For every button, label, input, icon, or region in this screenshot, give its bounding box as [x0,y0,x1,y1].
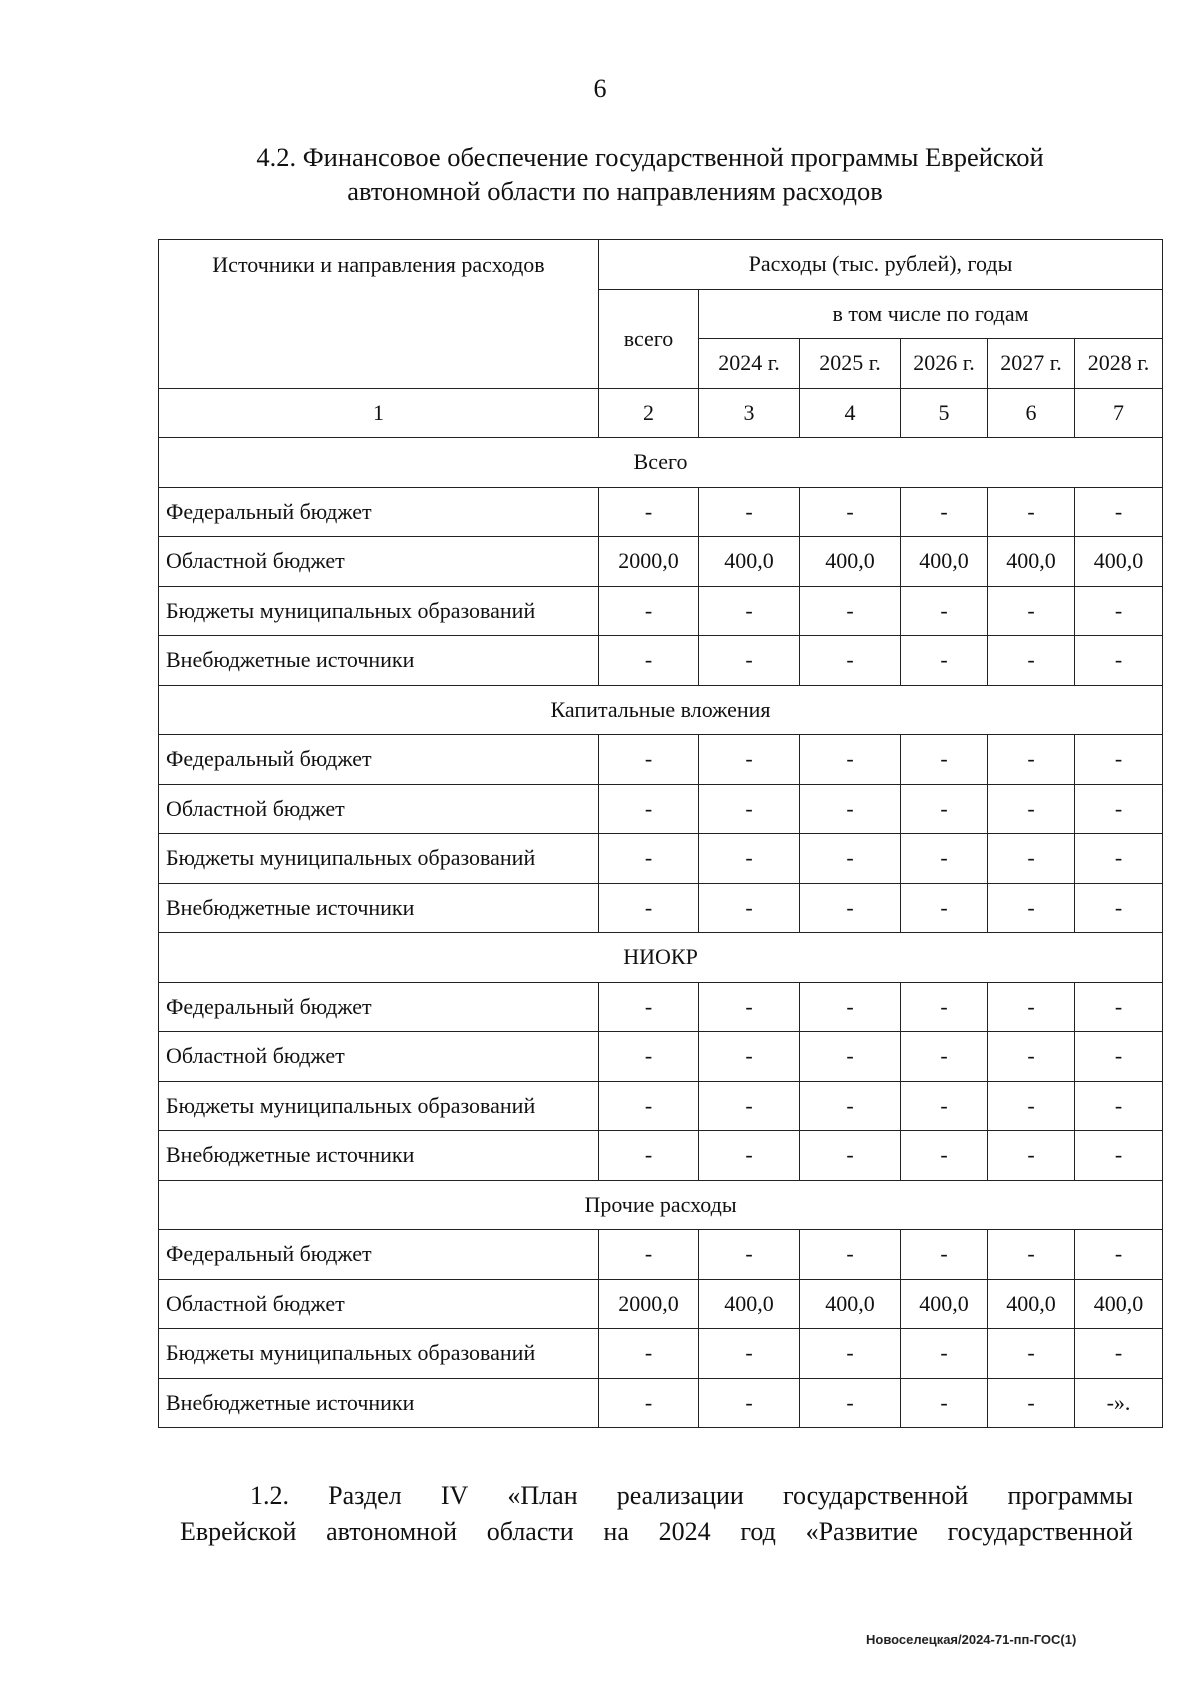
table-row [159,883,1163,933]
column-number: 4 [800,388,901,438]
table-row [159,1329,1163,1379]
value-cell: 400,0 [1075,537,1163,587]
value-cell: - [1075,1131,1163,1181]
value-cell: - [599,1230,699,1280]
section-title-cell: НИОКР [159,933,1163,983]
table-row [159,735,1163,785]
value-cell: - [901,487,988,537]
value-cell: - [988,1131,1075,1181]
value-cell: - [699,735,800,785]
header-sources: Источники и направления расходов [159,240,599,389]
value-cell: - [599,586,699,636]
value-cell: - [800,487,901,537]
table-row [159,1032,1163,1082]
section-title-cell: Капитальные вложения [159,685,1163,735]
value-cell: - [901,834,988,884]
value-cell: - [599,735,699,785]
value-cell: 400,0 [800,1279,901,1329]
column-number: 3 [699,388,800,438]
table-row [159,1279,1163,1329]
value-cell: - [699,586,800,636]
row-label: Федеральный бюджет [159,982,599,1032]
header-year: 2026 г. [901,339,988,389]
paragraph [180,1478,1133,1550]
row-label: Бюджеты муниципальных образований [159,834,599,884]
value-cell: - [599,883,699,933]
value-cell: - [901,1378,988,1428]
value-cell: - [988,735,1075,785]
section-title-cell: Прочие расходы [159,1180,1163,1230]
value-cell: 400,0 [988,537,1075,587]
row-label: Федеральный бюджет [159,1230,599,1280]
value-cell: - [699,1230,800,1280]
value-cell: 400,0 [1075,1279,1163,1329]
value-cell: - [800,586,901,636]
value-cell: - [901,735,988,785]
section-title [0,140,1200,208]
value-cell: - [599,784,699,834]
paragraph-word: «Развитие [805,1517,918,1546]
value-cell: - [800,982,901,1032]
value-cell: - [699,1329,800,1379]
value-cell: - [800,784,901,834]
paragraph-word: реализации [616,1481,744,1510]
value-cell: - [1075,487,1163,537]
column-number: 6 [988,388,1075,438]
column-number: 5 [901,388,988,438]
row-label: Бюджеты муниципальных образований [159,1329,599,1379]
table-row [159,1378,1163,1428]
value-cell: - [988,1081,1075,1131]
paragraph-word: на [603,1517,629,1546]
financing-table [158,239,1163,1428]
value-cell: - [988,883,1075,933]
table-row [159,487,1163,537]
value-cell: - [699,487,800,537]
value-cell: - [699,1081,800,1131]
value-cell: - [988,1230,1075,1280]
value-cell: -». [1075,1378,1163,1428]
paragraph-word: государственной [782,1481,969,1510]
value-cell: 400,0 [699,1279,800,1329]
value-cell: - [988,1378,1075,1428]
column-number-row [159,388,1163,438]
value-cell: - [699,1032,800,1082]
row-label: Областной бюджет [159,1032,599,1082]
table-row [159,1081,1163,1131]
value-cell: - [599,1131,699,1181]
table-row [159,537,1163,587]
value-cell: - [800,1081,901,1131]
value-cell: - [901,1131,988,1181]
column-number: 1 [159,388,599,438]
value-cell: - [901,1081,988,1131]
value-cell: - [1075,586,1163,636]
row-label: Областной бюджет [159,1279,599,1329]
header-year: 2028 г. [1075,339,1163,389]
paragraph-word: IV [440,1481,469,1510]
table-row [159,834,1163,884]
value-cell: - [988,1032,1075,1082]
paragraph-word: «План [507,1481,578,1510]
header-row-1 [159,240,1163,290]
value-cell: - [988,784,1075,834]
value-cell: - [599,1378,699,1428]
value-cell: - [800,1329,901,1379]
value-cell: - [800,636,901,686]
value-cell: - [599,982,699,1032]
value-cell: - [901,784,988,834]
value-cell: - [988,834,1075,884]
value-cell: - [901,1032,988,1082]
section-title-line-2: автономной области по направлениям расходов [347,176,883,206]
paragraph-word: год [740,1517,776,1546]
row-label: Внебюджетные источники [159,636,599,686]
value-cell: - [1075,1329,1163,1379]
value-cell: - [599,834,699,884]
value-cell: 2000,0 [599,1279,699,1329]
value-cell: - [988,586,1075,636]
value-cell: - [599,636,699,686]
value-cell: - [599,487,699,537]
value-cell: - [988,982,1075,1032]
value-cell: - [901,586,988,636]
value-cell: - [800,735,901,785]
page-number: 6 [593,74,607,103]
value-cell: - [988,487,1075,537]
value-cell: - [1075,982,1163,1032]
value-cell: - [901,982,988,1032]
section-row [159,933,1163,983]
row-label: Внебюджетные источники [159,1131,599,1181]
header-expenses: Расходы (тыс. рублей), годы [599,240,1163,290]
row-label: Областной бюджет [159,537,599,587]
value-cell: - [1075,1230,1163,1280]
value-cell: 400,0 [699,537,800,587]
value-cell: - [699,784,800,834]
column-number: 2 [599,388,699,438]
value-cell: 400,0 [901,1279,988,1329]
paragraph-word: 2024 [658,1517,711,1546]
value-cell: - [1075,834,1163,884]
value-cell: - [699,982,800,1032]
value-cell: - [699,636,800,686]
value-cell: - [800,1378,901,1428]
paragraph-word: государственной [947,1517,1133,1546]
value-cell: - [1075,735,1163,785]
value-cell: 2000,0 [599,537,699,587]
value-cell: 400,0 [988,1279,1075,1329]
row-label: Внебюджетные источники [159,1378,599,1428]
section-row [159,438,1163,488]
value-cell: - [699,1131,800,1181]
value-cell: - [988,636,1075,686]
header-total: всего [599,289,699,388]
value-cell: - [1075,636,1163,686]
value-cell: - [1075,784,1163,834]
table-row [159,1230,1163,1280]
value-cell: - [800,834,901,884]
paragraph-word: Раздел [328,1481,402,1510]
value-cell: - [699,1378,800,1428]
row-label: Бюджеты муниципальных образований [159,586,599,636]
header-year: 2024 г. [699,339,800,389]
table-row [159,982,1163,1032]
row-label: Федеральный бюджет [159,487,599,537]
value-cell: 400,0 [901,537,988,587]
paragraph-line-2 [180,1514,1133,1550]
value-cell: - [599,1329,699,1379]
header-by-years: в том числе по годам [699,289,1163,339]
section-row [159,685,1163,735]
paragraph-word: автономной [326,1517,458,1546]
value-cell: - [800,1131,901,1181]
header-year: 2027 г. [988,339,1075,389]
value-cell: - [800,883,901,933]
column-number: 7 [1075,388,1163,438]
value-cell: - [800,1032,901,1082]
value-cell: - [901,883,988,933]
row-label: Областной бюджет [159,784,599,834]
table-row [159,636,1163,686]
value-cell: - [800,1230,901,1280]
value-cell: - [901,1230,988,1280]
value-cell: - [901,1329,988,1379]
value-cell: - [988,1329,1075,1379]
table-row [159,784,1163,834]
section-row [159,1180,1163,1230]
paragraph-word: области [486,1517,574,1546]
section-title-line-1: 4.2. Финансовое обеспечение государственной программы Еврейской [256,142,1044,172]
row-label: Бюджеты муниципальных образований [159,1081,599,1131]
value-cell: - [1075,1081,1163,1131]
value-cell: - [901,636,988,686]
row-label: Федеральный бюджет [159,735,599,785]
header-year: 2025 г. [800,339,901,389]
paragraph-word: 1.2. [250,1481,289,1510]
paragraph-word: программы [1007,1481,1133,1510]
value-cell: - [599,1032,699,1082]
paragraph-line-1 [180,1478,1133,1514]
section-title-cell: Всего [159,438,1163,488]
table-row [159,586,1163,636]
value-cell: - [699,883,800,933]
value-cell: - [599,1081,699,1131]
value-cell: - [1075,1032,1163,1082]
paragraph-word: Еврейской [180,1517,297,1546]
table-row [159,1131,1163,1181]
value-cell: - [699,834,800,884]
row-label: Внебюджетные источники [159,883,599,933]
value-cell: 400,0 [800,537,901,587]
value-cell: - [1075,883,1163,933]
document-code: Новоселецкая/2024-71-пп-ГОС(1) [866,1632,1077,1647]
